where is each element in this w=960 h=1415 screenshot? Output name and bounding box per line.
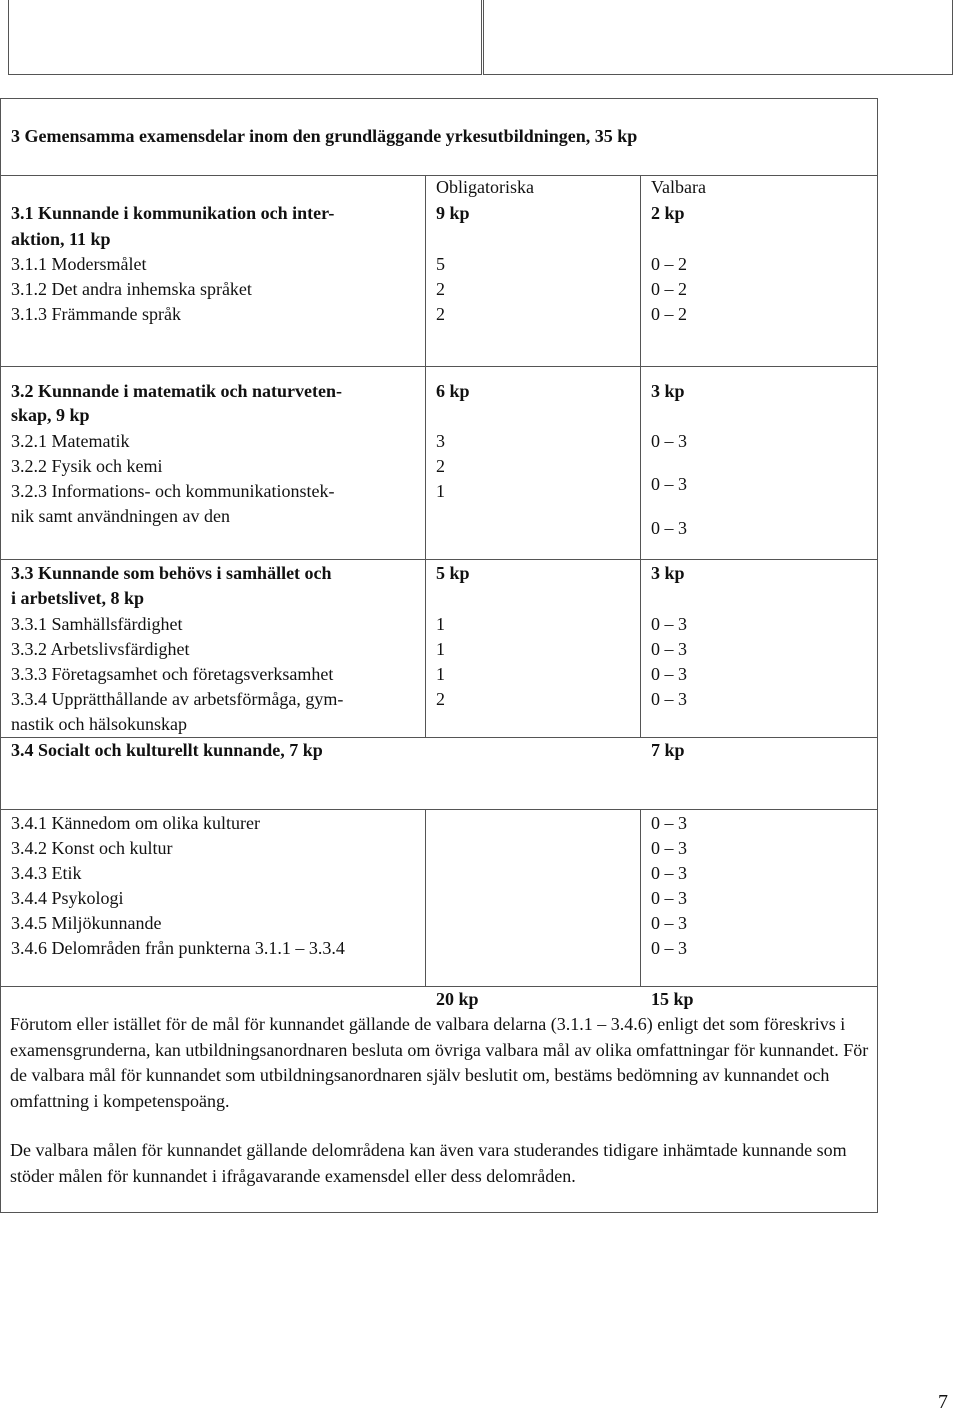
rule-section-3 (0, 559, 878, 560)
item-obl: 1 (436, 481, 445, 501)
item-val: 0 – 3 (651, 474, 687, 494)
section-title: 3.1 Kunnande i kommunikation och inter- (11, 203, 335, 223)
header-box-left (8, 0, 482, 75)
item-val: 0 – 3 (651, 813, 687, 833)
item-label: 3.4.5 Miljökunnande (11, 913, 162, 933)
item-obl: 2 (436, 279, 445, 299)
item-label: 3.1.1 Modersmålet (11, 254, 147, 274)
header-box-right (483, 0, 953, 75)
item-obl: 2 (436, 689, 445, 709)
col-rule-1b (425, 809, 426, 986)
col-rule-1 (425, 175, 426, 737)
item-obl: 2 (436, 304, 445, 324)
item-obl: 1 (436, 639, 445, 659)
item-label: 3.3.4 Upprätthållande av arbetsförmåga, gym- (11, 689, 344, 709)
rule-section-2 (0, 366, 878, 367)
item-val: 0 – 3 (651, 938, 687, 958)
section-title: 3.2 Kunnande i matematik och naturveten- (11, 381, 343, 401)
total-val: 15 kp (651, 989, 694, 1009)
item-obl: 1 (436, 614, 445, 634)
item-val: 0 – 2 (651, 304, 687, 324)
section-obl: 9 kp (436, 203, 470, 223)
page-heading: 3 Gemensamma examensdelar inom den grundläggande yrkesutbildningen, 35 kp (11, 126, 638, 146)
item-val: 0 – 3 (651, 838, 687, 858)
section-obl: 5 kp (436, 563, 470, 583)
item-val: 0 – 3 (651, 664, 687, 684)
note-paragraph: De valbara målen för kunnandet gällande delområdena kan även vara studerandes tidigare inhämtade kunnande som stöder målen för kunnandet i ifrågavarande examensdel eller dess delområden. (10, 1140, 847, 1186)
section-obl: 6 kp (436, 381, 470, 401)
item-val: 0 – 2 (651, 279, 687, 299)
section-val: 7 kp (651, 740, 685, 760)
item-label: 3.4.2 Konst och kultur (11, 838, 173, 858)
item-label: 3.2.3 Informations- och kommunikationstek- (11, 481, 335, 501)
total-obl: 20 kp (436, 989, 479, 1009)
item-label: 3.3.3 Företagsamhet och företagsverksamhet (11, 664, 334, 684)
col-header-obligatoriska: Obligatoriska (436, 177, 534, 197)
item-val: 0 – 3 (651, 888, 687, 908)
item-val: 0 – 3 (651, 518, 687, 538)
item-label: 3.2.2 Fysik och kemi (11, 456, 163, 476)
item-label: 3.3.1 Samhällsfärdighet (11, 614, 183, 634)
rule-section-4-items (0, 809, 878, 810)
item-val: 0 – 3 (651, 689, 687, 709)
col-rule-2b (640, 809, 641, 986)
item-val: 0 – 3 (651, 614, 687, 634)
section-title: i arbetslivet, 8 kp (11, 588, 144, 608)
item-obl: 5 (436, 254, 445, 274)
item-label: 3.4.4 Psykologi (11, 888, 124, 908)
page-number: 7 (938, 1391, 948, 1413)
section-title: skap, 9 kp (11, 405, 90, 425)
col-header-valbara: Valbara (651, 177, 706, 197)
note-paragraph: Förutom eller istället för de mål för kunnandet gällande de valbara delarna (3.1.1 – 3.4.6) enligt det som föreskrivs i examensgrunderna, kan utbildningsanordnaren besluta om övriga valbara mål av olika omfattningar för kunnandet. För de valbara mål för kunnandet som utbildningsanordnaren själv beslutit om, bestäms bedömning av kunnandet och omfattning i kompetenspoäng. (10, 1014, 869, 1111)
item-val: 0 – 3 (651, 913, 687, 933)
item-label: 3.4.3 Etik (11, 863, 82, 883)
item-label-cont: nik samt användningen av den (11, 506, 230, 526)
section-val: 2 kp (651, 203, 685, 223)
section-title: aktion, 11 kp (11, 229, 111, 249)
item-label: 3.1.2 Det andra inhemska språket (11, 279, 252, 299)
section-title: 3.3 Kunnande som behövs i samhället och (11, 563, 332, 583)
item-label: 3.1.3 Främmande språk (11, 304, 181, 324)
item-obl: 2 (436, 456, 445, 476)
item-label: 3.3.2 Arbetslivsfärdighet (11, 639, 190, 659)
item-label-cont: nastik och hälsokunskap (11, 714, 187, 734)
item-obl: 3 (436, 431, 445, 451)
item-val: 0 – 3 (651, 431, 687, 451)
item-label: 3.2.1 Matematik (11, 431, 130, 451)
item-obl: 1 (436, 664, 445, 684)
item-val: 0 – 2 (651, 254, 687, 274)
section-title: 3.4 Socialt och kulturellt kunnande, 7 kp (11, 740, 323, 760)
item-label: 3.4.6 Delområden från punkterna 3.1.1 – 3.3.4 (11, 938, 345, 958)
section-val: 3 kp (651, 563, 685, 583)
section-val: 3 kp (651, 381, 685, 401)
item-label: 3.4.1 Kännedom om olika kulturer (11, 813, 260, 833)
col-rule-2 (640, 175, 641, 737)
item-val: 0 – 3 (651, 639, 687, 659)
item-val: 0 – 3 (651, 863, 687, 883)
